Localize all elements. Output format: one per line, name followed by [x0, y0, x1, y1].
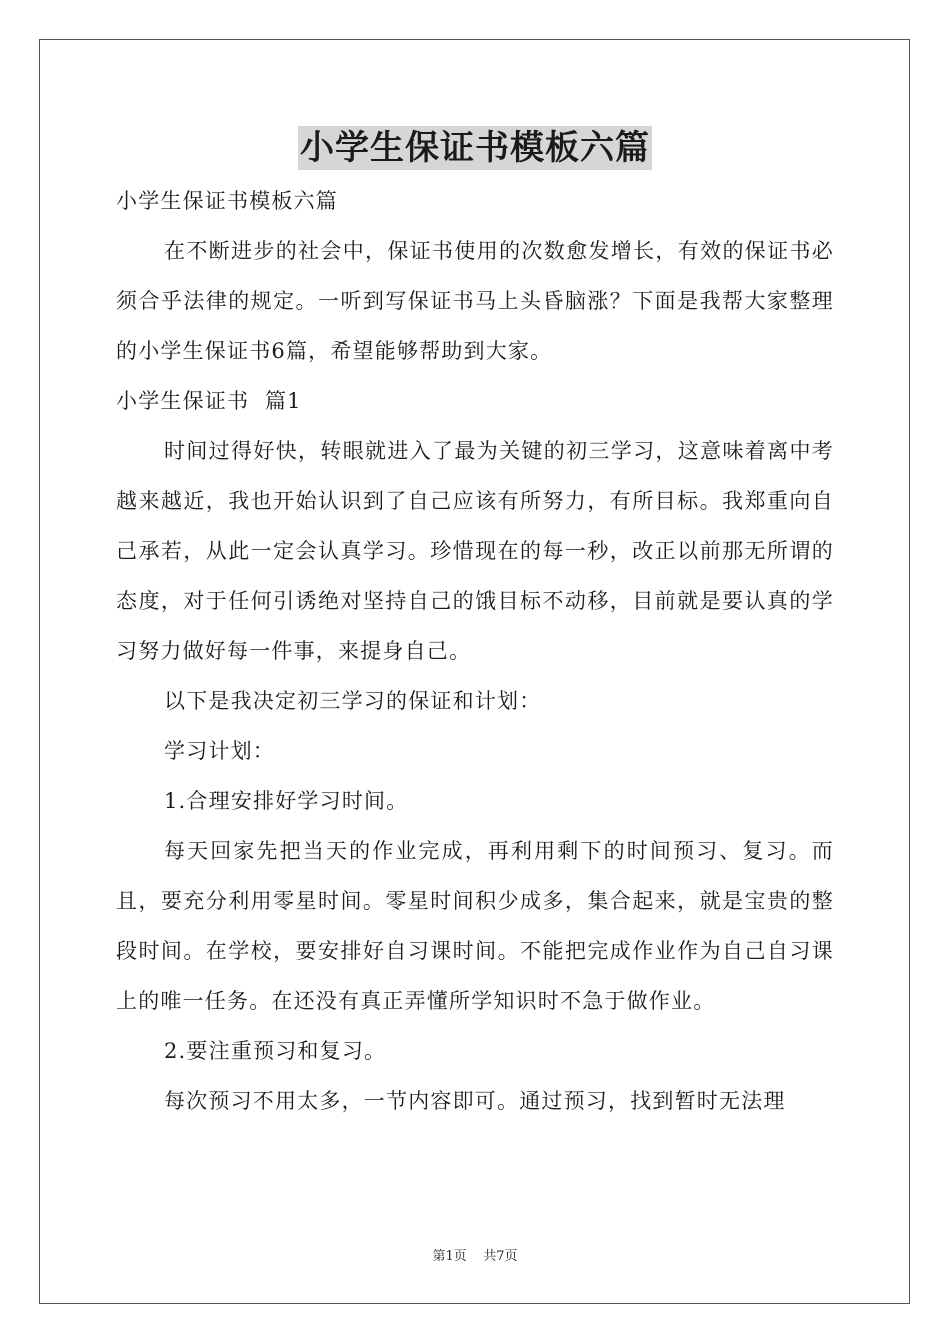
paragraph-1: 在不断进步的社会中，保证书使用的次数愈发增长，有效的保证书必须合乎法律的规定。一听到写保证书马上头昏脑涨？下面是我帮大家整理的小学生保证书6篇，希望能够帮助到大家。: [116, 239, 834, 363]
paragraph-8: 2.要注重预习和复习。: [164, 1039, 387, 1063]
page-number: 第1页: [432, 1249, 467, 1264]
page-total: 共7页: [483, 1249, 518, 1264]
paragraph-5: 学习计划：: [164, 739, 275, 763]
page-footer: [0, 1245, 950, 1264]
title-container: [0, 126, 950, 170]
paragraph-2: 小学生保证书 篇1: [116, 389, 302, 413]
paragraph-9: 每次预习不用太多，一节内容即可。通过预习，找到暂时无法理: [164, 1089, 786, 1113]
paragraph-3: 时间过得好快，转眼就进入了最为关键的初三学习，这意味着离中考越来越近，我也开始认识到了自己应该有所努力，有所目标。我郑重向自己承若，从此一定会认真学习。珍惜现在的每一秒，改正以前那无所谓的态度，对于任何引诱绝对坚持自己的饿目标不动移，目前就是要认真的学习努力做好每一件事，来提身自己。: [116, 439, 834, 663]
paragraph-0: 小学生保证书模板六篇: [116, 189, 338, 213]
document-title: 小学生保证书模板六篇: [300, 128, 650, 168]
document-body: [116, 176, 834, 1126]
paragraph-4: 以下是我决定初三学习的保证和计划：: [164, 689, 542, 713]
paragraph-7: 每天回家先把当天的作业完成，再利用剩下的时间预习、复习。而且，要充分利用零星时间。零星时间积少成多，集合起来，就是宝贵的整段时间。在学校，要安排好自习课时间。不能把完成作业作为自己自习课上的唯一任务。在还没有真正弄懂所学知识时不急于做作业。: [116, 839, 834, 1013]
paragraph-6: 1.合理安排好学习时间。: [164, 789, 409, 813]
